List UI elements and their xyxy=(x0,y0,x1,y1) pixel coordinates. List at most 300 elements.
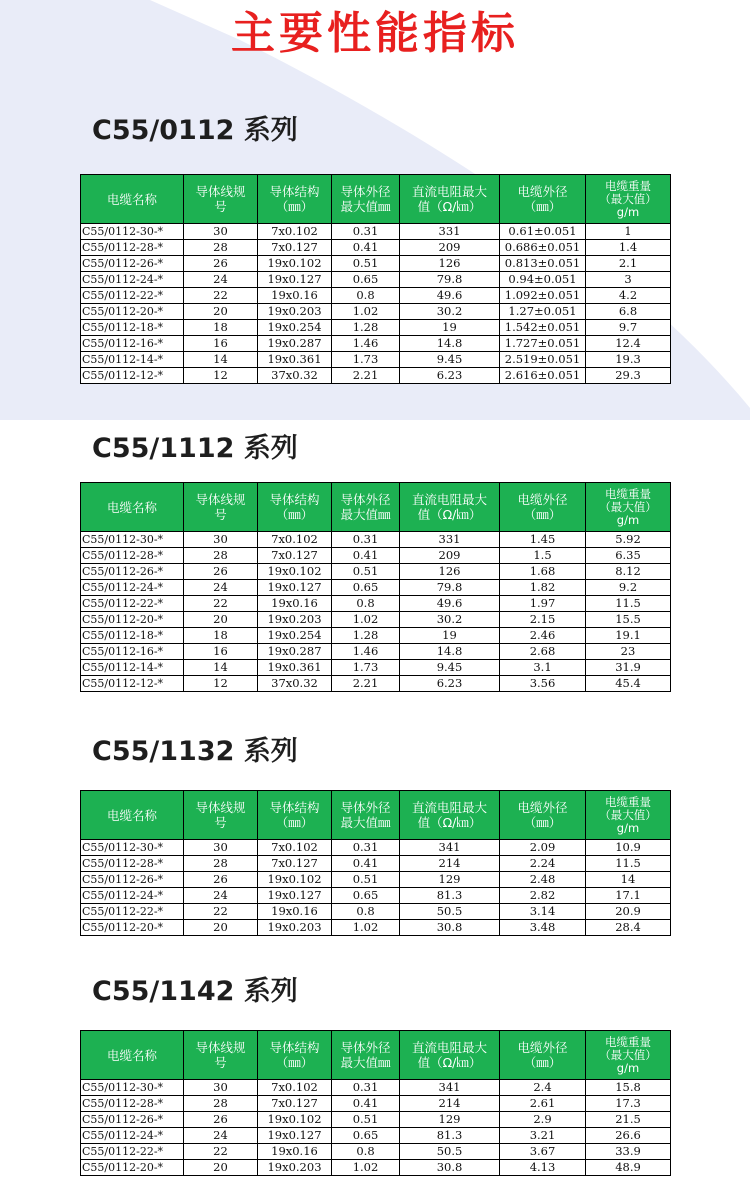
table-header-row xyxy=(81,791,671,840)
header-cable-weight xyxy=(586,791,671,840)
cell-conductor-structure: 19x0.203 xyxy=(258,1160,332,1176)
header-text: （㎜） xyxy=(523,1055,562,1070)
table-header-row xyxy=(81,483,671,532)
cell-conductor-diameter: 0.8 xyxy=(332,904,400,920)
cell-cable-name: C55/0112-20-* xyxy=(81,612,184,628)
cell-cable-weight: 19.1 xyxy=(586,628,671,644)
header-dc-resistance xyxy=(400,1031,500,1080)
cell-conductor-structure: 19x0.287 xyxy=(258,336,332,352)
cell-conductor-diameter: 0.8 xyxy=(332,1144,400,1160)
cell-gauge: 18 xyxy=(184,628,258,644)
cell-cable-diameter: 0.61±0.051 xyxy=(500,224,586,240)
series-section xyxy=(0,975,750,1204)
cell-conductor-diameter: 0.31 xyxy=(332,1080,400,1096)
table-body xyxy=(81,224,671,384)
cell-cable-diameter: 3.1 xyxy=(500,660,586,676)
cell-cable-diameter: 2.4 xyxy=(500,1080,586,1096)
cell-dc-resistance: 79.8 xyxy=(400,580,500,596)
cell-cable-name: C55/0112-22-* xyxy=(81,904,184,920)
header-text: 直流电阻最大 xyxy=(411,184,487,199)
table-row xyxy=(81,368,671,384)
cell-conductor-structure: 19x0.127 xyxy=(258,580,332,596)
header-cable-name xyxy=(81,483,184,532)
header-cable-diameter xyxy=(500,175,586,224)
cell-cable-weight: 29.3 xyxy=(586,368,671,384)
table-body xyxy=(81,840,671,936)
cell-conductor-structure: 19x0.102 xyxy=(258,872,332,888)
cell-gauge: 26 xyxy=(184,872,258,888)
table-row xyxy=(81,1144,671,1160)
cell-dc-resistance: 49.6 xyxy=(400,288,500,304)
table-row xyxy=(81,336,671,352)
cell-dc-resistance: 341 xyxy=(400,1080,500,1096)
header-conductor-structure xyxy=(258,791,332,840)
header-dc-resistance xyxy=(400,791,500,840)
header-conductor-structure xyxy=(258,1031,332,1080)
table-row xyxy=(81,1128,671,1144)
header-text: 值（Ω/㎞） xyxy=(417,1055,482,1070)
cell-cable-diameter: 3.14 xyxy=(500,904,586,920)
header-text: 导体外径 xyxy=(340,800,391,815)
cell-dc-resistance: 14.8 xyxy=(400,336,500,352)
cell-cable-name: C55/0112-30-* xyxy=(81,840,184,856)
cell-conductor-structure: 19x0.16 xyxy=(258,596,332,612)
cell-cable-weight: 26.6 xyxy=(586,1128,671,1144)
cell-cable-diameter: 2.09 xyxy=(500,840,586,856)
cell-conductor-diameter: 0.51 xyxy=(332,564,400,580)
cell-cable-weight: 31.9 xyxy=(586,660,671,676)
section-title: C55/0112 系列 xyxy=(92,115,298,146)
header-dc-resistance xyxy=(400,175,500,224)
cell-cable-name: C55/0112-24-* xyxy=(81,580,184,596)
cell-cable-diameter: 1.45 xyxy=(500,532,586,548)
cell-cable-diameter: 2.68 xyxy=(500,644,586,660)
header-text: 电缆重量 xyxy=(605,1034,651,1049)
table-row xyxy=(81,240,671,256)
cell-gauge: 18 xyxy=(184,320,258,336)
cell-cable-name: C55/0112-24-* xyxy=(81,1128,184,1144)
header-text: g/m xyxy=(616,820,640,835)
table-row xyxy=(81,660,671,676)
cell-dc-resistance: 126 xyxy=(400,564,500,580)
header-text: （㎜） xyxy=(275,199,314,214)
cell-cable-diameter: 2.24 xyxy=(500,856,586,872)
cell-gauge: 20 xyxy=(184,1160,258,1176)
cell-cable-name: C55/0112-28-* xyxy=(81,1096,184,1112)
header-text: 直流电阻最大 xyxy=(411,800,487,815)
cell-gauge: 20 xyxy=(184,612,258,628)
header-conductor-diameter xyxy=(332,175,400,224)
cell-cable-name: C55/0112-22-* xyxy=(81,288,184,304)
header-text: 电缆外径 xyxy=(517,800,568,815)
cell-cable-diameter: 0.94±0.051 xyxy=(500,272,586,288)
cell-gauge: 16 xyxy=(184,336,258,352)
cell-cable-weight: 33.9 xyxy=(586,1144,671,1160)
cell-dc-resistance: 19 xyxy=(400,320,500,336)
cell-conductor-structure: 7x0.127 xyxy=(258,856,332,872)
cell-cable-weight: 14 xyxy=(586,872,671,888)
cell-gauge: 20 xyxy=(184,304,258,320)
header-text: 电缆名称 xyxy=(106,499,157,515)
cell-cable-diameter: 2.48 xyxy=(500,872,586,888)
table-row xyxy=(81,320,671,336)
cell-dc-resistance: 49.6 xyxy=(400,596,500,612)
header-text: 导体结构 xyxy=(269,184,320,199)
cell-dc-resistance: 341 xyxy=(400,840,500,856)
cell-gauge: 12 xyxy=(184,676,258,692)
cell-cable-diameter: 2.519±0.051 xyxy=(500,352,586,368)
cell-gauge: 20 xyxy=(184,920,258,936)
header-cable-name xyxy=(81,175,184,224)
cell-cable-name: C55/0112-12-* xyxy=(81,676,184,692)
cell-dc-resistance: 331 xyxy=(400,224,500,240)
cell-cable-weight: 21.5 xyxy=(586,1112,671,1128)
cell-dc-resistance: 9.45 xyxy=(400,352,500,368)
cell-cable-name: C55/0112-14-* xyxy=(81,352,184,368)
cell-conductor-diameter: 0.65 xyxy=(332,1128,400,1144)
cell-gauge: 24 xyxy=(184,580,258,596)
header-conductor-structure xyxy=(258,175,332,224)
cell-gauge: 22 xyxy=(184,904,258,920)
cell-conductor-structure: 19x0.287 xyxy=(258,644,332,660)
cell-dc-resistance: 50.5 xyxy=(400,904,500,920)
cell-dc-resistance: 50.5 xyxy=(400,1144,500,1160)
cell-cable-name: C55/0112-26-* xyxy=(81,564,184,580)
table-body xyxy=(81,532,671,692)
header-text: 电缆重量 xyxy=(605,486,651,501)
table-header-row xyxy=(81,1031,671,1080)
cell-cable-name: C55/0112-26-* xyxy=(81,256,184,272)
cell-gauge: 24 xyxy=(184,1128,258,1144)
table-row xyxy=(81,1096,671,1112)
header-cable-weight xyxy=(586,175,671,224)
cell-cable-name: C55/0112-20-* xyxy=(81,304,184,320)
cell-cable-name: C55/0112-22-* xyxy=(81,1144,184,1160)
cell-conductor-structure: 19x0.361 xyxy=(258,352,332,368)
cell-conductor-structure: 19x0.254 xyxy=(258,628,332,644)
spec-table xyxy=(80,482,671,692)
cell-cable-weight: 8.12 xyxy=(586,564,671,580)
cell-dc-resistance: 9.45 xyxy=(400,660,500,676)
header-text: 电缆外径 xyxy=(517,184,568,199)
cell-cable-diameter: 1.5 xyxy=(500,548,586,564)
cell-conductor-structure: 7x0.127 xyxy=(258,548,332,564)
cell-dc-resistance: 30.8 xyxy=(400,920,500,936)
table-row xyxy=(81,352,671,368)
cell-cable-weight: 12.4 xyxy=(586,336,671,352)
header-text: （㎜） xyxy=(275,1055,314,1070)
cell-cable-name: C55/0112-14-* xyxy=(81,660,184,676)
header-text: 导体线规 xyxy=(195,1040,246,1055)
spec-table xyxy=(80,1030,671,1176)
cell-cable-name: C55/0112-26-* xyxy=(81,872,184,888)
header-gauge xyxy=(184,175,258,224)
cell-conductor-structure: 19x0.203 xyxy=(258,304,332,320)
header-gauge xyxy=(184,483,258,532)
cell-conductor-diameter: 0.31 xyxy=(332,224,400,240)
cell-cable-diameter: 1.092±0.051 xyxy=(500,288,586,304)
cell-conductor-structure: 19x0.102 xyxy=(258,564,332,580)
cell-conductor-structure: 19x0.361 xyxy=(258,660,332,676)
cell-cable-weight: 9.2 xyxy=(586,580,671,596)
header-text: 电缆外径 xyxy=(517,492,568,507)
cell-conductor-structure: 37x0.32 xyxy=(258,368,332,384)
cell-dc-resistance: 81.3 xyxy=(400,888,500,904)
cell-conductor-diameter: 1.02 xyxy=(332,920,400,936)
cell-cable-weight: 19.3 xyxy=(586,352,671,368)
header-text: 电缆名称 xyxy=(106,807,157,823)
cell-conductor-diameter: 0.65 xyxy=(332,888,400,904)
cell-conductor-diameter: 1.73 xyxy=(332,352,400,368)
cell-dc-resistance: 209 xyxy=(400,548,500,564)
header-cable-weight xyxy=(586,483,671,532)
header-text: 电缆重量 xyxy=(605,794,651,809)
header-cable-weight xyxy=(586,1031,671,1080)
cell-cable-diameter: 1.542±0.051 xyxy=(500,320,586,336)
table-row xyxy=(81,676,671,692)
spec-table xyxy=(80,174,671,384)
cell-cable-diameter: 2.61 xyxy=(500,1096,586,1112)
cell-conductor-structure: 19x0.203 xyxy=(258,920,332,936)
cell-cable-diameter: 2.46 xyxy=(500,628,586,644)
cell-conductor-diameter: 1.46 xyxy=(332,336,400,352)
header-text: （最大值） xyxy=(599,499,657,514)
cell-conductor-structure: 19x0.16 xyxy=(258,288,332,304)
cell-gauge: 14 xyxy=(184,660,258,676)
cell-cable-weight: 28.4 xyxy=(586,920,671,936)
table-row xyxy=(81,548,671,564)
cell-gauge: 30 xyxy=(184,1080,258,1096)
header-text: 号 xyxy=(214,1055,227,1070)
cell-cable-weight: 2.1 xyxy=(586,256,671,272)
header-text: 号 xyxy=(214,815,227,830)
cell-cable-diameter: 1.727±0.051 xyxy=(500,336,586,352)
cell-dc-resistance: 30.2 xyxy=(400,304,500,320)
header-text: 电缆名称 xyxy=(106,1047,157,1063)
cell-conductor-structure: 19x0.127 xyxy=(258,1128,332,1144)
cell-gauge: 24 xyxy=(184,888,258,904)
header-text: 导体线规 xyxy=(195,184,246,199)
table-row xyxy=(81,1080,671,1096)
cell-conductor-structure: 19x0.16 xyxy=(258,1144,332,1160)
header-text: （㎜） xyxy=(275,815,314,830)
cell-cable-weight: 17.3 xyxy=(586,1096,671,1112)
cell-cable-weight: 17.1 xyxy=(586,888,671,904)
header-text: 导体结构 xyxy=(269,800,320,815)
cell-gauge: 28 xyxy=(184,856,258,872)
table-row xyxy=(81,580,671,596)
header-text: （最大值） xyxy=(599,191,657,206)
cell-conductor-diameter: 1.02 xyxy=(332,1160,400,1176)
cell-cable-name: C55/0112-24-* xyxy=(81,272,184,288)
table-row xyxy=(81,1160,671,1176)
cell-conductor-diameter: 2.21 xyxy=(332,676,400,692)
header-text: （㎜） xyxy=(275,507,314,522)
header-text: 值（Ω/㎞） xyxy=(417,507,482,522)
series-section xyxy=(0,112,750,402)
cell-gauge: 26 xyxy=(184,256,258,272)
cell-cable-diameter: 2.616±0.051 xyxy=(500,368,586,384)
cell-cable-weight: 11.5 xyxy=(586,596,671,612)
cell-conductor-structure: 7x0.102 xyxy=(258,1080,332,1096)
header-text: 号 xyxy=(214,507,227,522)
cell-cable-diameter: 0.686±0.051 xyxy=(500,240,586,256)
cell-conductor-diameter: 1.02 xyxy=(332,612,400,628)
cell-conductor-structure: 7x0.127 xyxy=(258,1096,332,1112)
cell-cable-name: C55/0112-16-* xyxy=(81,336,184,352)
cell-conductor-diameter: 0.41 xyxy=(332,240,400,256)
cell-conductor-diameter: 1.02 xyxy=(332,304,400,320)
header-conductor-structure xyxy=(258,483,332,532)
header-text: g/m xyxy=(616,1060,640,1075)
header-text: 电缆名称 xyxy=(106,191,157,207)
header-text: 值（Ω/㎞） xyxy=(417,815,482,830)
cell-cable-weight: 5.92 xyxy=(586,532,671,548)
cell-cable-weight: 6.35 xyxy=(586,548,671,564)
header-text: 值（Ω/㎞） xyxy=(417,199,482,214)
cell-dc-resistance: 14.8 xyxy=(400,644,500,660)
cell-cable-name: C55/0112-24-* xyxy=(81,888,184,904)
cell-conductor-diameter: 0.41 xyxy=(332,856,400,872)
cell-cable-name: C55/0112-18-* xyxy=(81,320,184,336)
header-text: （㎜） xyxy=(523,815,562,830)
cell-dc-resistance: 30.2 xyxy=(400,612,500,628)
table-row xyxy=(81,564,671,580)
cell-cable-name: C55/0112-16-* xyxy=(81,644,184,660)
section-title: C55/1112 系列 xyxy=(92,433,298,464)
cell-dc-resistance: 6.23 xyxy=(400,676,500,692)
cell-gauge: 16 xyxy=(184,644,258,660)
header-text: 导体外径 xyxy=(340,1040,391,1055)
table-row xyxy=(81,872,671,888)
header-text: 最大值㎜ xyxy=(340,507,391,522)
cell-cable-diameter: 3.56 xyxy=(500,676,586,692)
cell-cable-diameter: 1.82 xyxy=(500,580,586,596)
table-row xyxy=(81,532,671,548)
header-conductor-diameter xyxy=(332,1031,400,1080)
table-body xyxy=(81,1080,671,1176)
page-title: 主要性能指标 xyxy=(231,8,519,59)
cell-dc-resistance: 19 xyxy=(400,628,500,644)
cell-cable-weight: 4.2 xyxy=(586,288,671,304)
header-text: 直流电阻最大 xyxy=(411,1040,487,1055)
cell-cable-weight: 1 xyxy=(586,224,671,240)
series-section xyxy=(0,430,750,720)
table-row xyxy=(81,888,671,904)
cell-conductor-diameter: 0.51 xyxy=(332,872,400,888)
cell-cable-name: C55/0112-30-* xyxy=(81,224,184,240)
header-conductor-diameter xyxy=(332,483,400,532)
header-cable-name xyxy=(81,1031,184,1080)
cell-gauge: 22 xyxy=(184,288,258,304)
header-gauge xyxy=(184,1031,258,1080)
cell-conductor-diameter: 1.28 xyxy=(332,628,400,644)
cell-cable-name: C55/0112-18-* xyxy=(81,628,184,644)
header-dc-resistance xyxy=(400,483,500,532)
cell-cable-weight: 45.4 xyxy=(586,676,671,692)
cell-cable-weight: 20.9 xyxy=(586,904,671,920)
table-row xyxy=(81,256,671,272)
header-conductor-diameter xyxy=(332,791,400,840)
cell-gauge: 28 xyxy=(184,1096,258,1112)
header-text: 导体线规 xyxy=(195,800,246,815)
cell-cable-diameter: 0.813±0.051 xyxy=(500,256,586,272)
cell-conductor-diameter: 0.41 xyxy=(332,548,400,564)
cell-conductor-structure: 37x0.32 xyxy=(258,676,332,692)
table-row xyxy=(81,856,671,872)
cell-cable-weight: 11.5 xyxy=(586,856,671,872)
cell-conductor-diameter: 2.21 xyxy=(332,368,400,384)
table-row xyxy=(81,1112,671,1128)
cell-gauge: 30 xyxy=(184,532,258,548)
cell-cable-weight: 9.7 xyxy=(586,320,671,336)
header-text: 导体结构 xyxy=(269,1040,320,1055)
cell-gauge: 12 xyxy=(184,368,258,384)
cell-conductor-diameter: 0.41 xyxy=(332,1096,400,1112)
spec-table xyxy=(80,790,671,936)
cell-cable-name: C55/0112-30-* xyxy=(81,532,184,548)
cell-conductor-diameter: 0.51 xyxy=(332,1112,400,1128)
cell-cable-name: C55/0112-20-* xyxy=(81,920,184,936)
cell-conductor-structure: 19x0.254 xyxy=(258,320,332,336)
header-text: g/m xyxy=(616,512,640,527)
cell-cable-diameter: 2.82 xyxy=(500,888,586,904)
header-text: 最大值㎜ xyxy=(340,815,391,830)
header-cable-diameter xyxy=(500,791,586,840)
cell-conductor-diameter: 0.8 xyxy=(332,288,400,304)
cell-cable-name: C55/0112-12-* xyxy=(81,368,184,384)
cell-cable-weight: 15.8 xyxy=(586,1080,671,1096)
cell-gauge: 30 xyxy=(184,224,258,240)
cell-cable-weight: 3 xyxy=(586,272,671,288)
cell-cable-diameter: 3.48 xyxy=(500,920,586,936)
table-row xyxy=(81,288,671,304)
cell-cable-name: C55/0112-28-* xyxy=(81,856,184,872)
cell-dc-resistance: 126 xyxy=(400,256,500,272)
cell-conductor-structure: 19x0.127 xyxy=(258,888,332,904)
cell-dc-resistance: 209 xyxy=(400,240,500,256)
cell-conductor-diameter: 1.28 xyxy=(332,320,400,336)
header-gauge xyxy=(184,791,258,840)
cell-conductor-structure: 19x0.16 xyxy=(258,904,332,920)
section-title: C55/1132 系列 xyxy=(92,736,298,767)
cell-gauge: 26 xyxy=(184,564,258,580)
table-row xyxy=(81,904,671,920)
cell-dc-resistance: 129 xyxy=(400,1112,500,1128)
cell-cable-name: C55/0112-20-* xyxy=(81,1160,184,1176)
header-text: 导体结构 xyxy=(269,492,320,507)
table-row xyxy=(81,596,671,612)
cell-conductor-structure: 7x0.127 xyxy=(258,240,332,256)
cell-cable-diameter: 3.67 xyxy=(500,1144,586,1160)
table-row xyxy=(81,840,671,856)
table-row xyxy=(81,920,671,936)
cell-cable-diameter: 1.68 xyxy=(500,564,586,580)
cell-conductor-structure: 19x0.127 xyxy=(258,272,332,288)
table-row xyxy=(81,612,671,628)
cell-cable-weight: 23 xyxy=(586,644,671,660)
header-cable-name xyxy=(81,791,184,840)
cell-conductor-diameter: 0.65 xyxy=(332,580,400,596)
cell-cable-name: C55/0112-30-* xyxy=(81,1080,184,1096)
cell-conductor-structure: 19x0.102 xyxy=(258,1112,332,1128)
header-text: 电缆外径 xyxy=(517,1040,568,1055)
cell-conductor-diameter: 0.51 xyxy=(332,256,400,272)
header-text: （㎜） xyxy=(523,507,562,522)
cell-conductor-structure: 7x0.102 xyxy=(258,224,332,240)
cell-cable-name: C55/0112-26-* xyxy=(81,1112,184,1128)
cell-cable-weight: 10.9 xyxy=(586,840,671,856)
